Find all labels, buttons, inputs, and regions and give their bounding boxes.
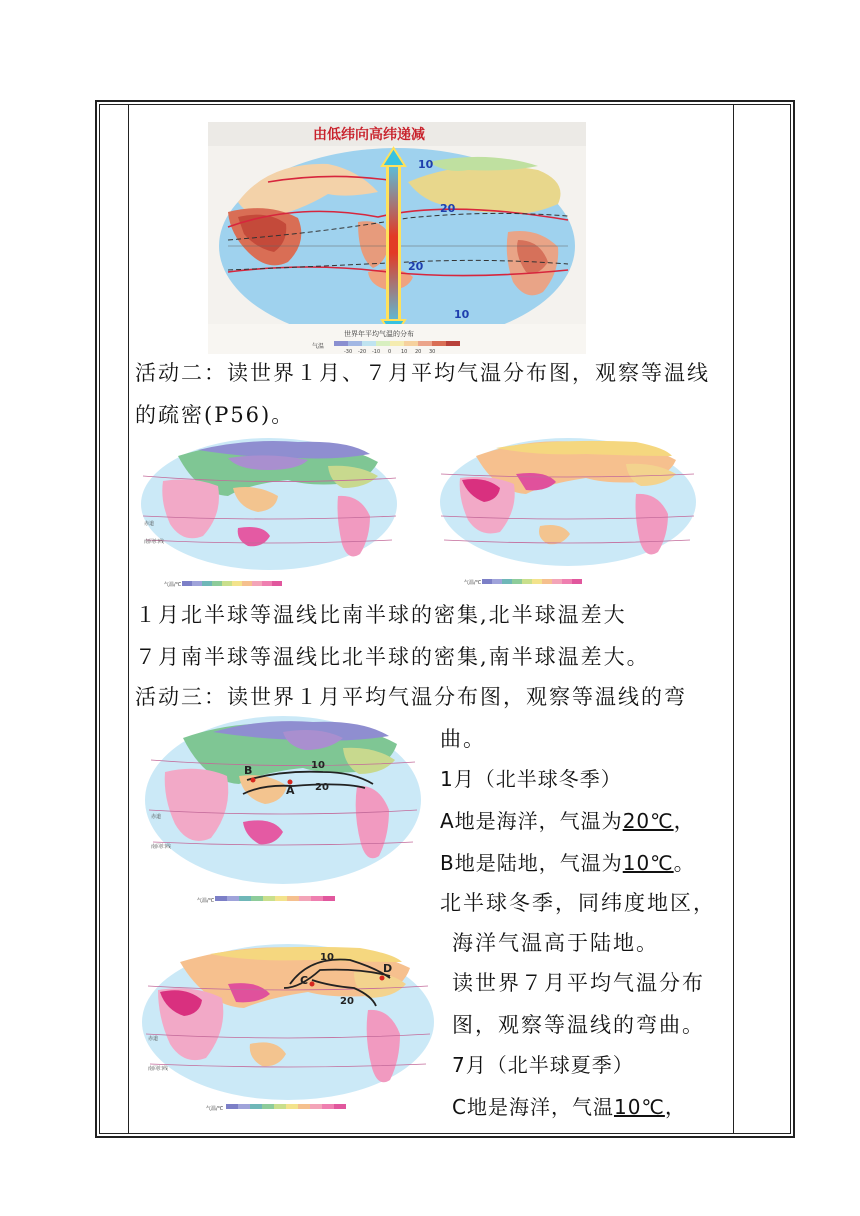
small-legend-swatches [226, 1104, 346, 1109]
conclusion-january: １月北半球等温线比南半球的密集,北半球温差大 [135, 603, 627, 627]
map-banner-title: 由低纬向高纬递减 [313, 127, 425, 143]
right-text-line1: 曲。 [440, 727, 486, 751]
table-column-divider-right [733, 104, 734, 1134]
legend-tick: 0 [388, 349, 392, 354]
svg-text:南回归线: 南回归线 [151, 844, 172, 850]
legend-tick: -30 [344, 349, 353, 354]
value-b-temperature: 10℃ [622, 851, 674, 875]
activity3-title: 活动三：读世界１月平均气温分布图，观察等温线的弯 [135, 685, 687, 709]
right-text-line5: 北半球冬季，同纬度地区， [440, 891, 716, 915]
right-text-line7: 读世界７月平均气温分布 [452, 971, 705, 995]
isotherm-10-label: 10 [320, 952, 334, 963]
activity2-line2: 的疏密(P56)。 [135, 403, 295, 427]
small-legend-swatches [482, 579, 582, 584]
isotherm-label: 10 [418, 158, 434, 171]
svg-text:赤道: 赤道 [148, 1036, 159, 1042]
july-isotherm-map [140, 940, 438, 1116]
right-text-line2: 1月（北半球冬季） [440, 767, 622, 791]
annual-legend-swatches [334, 341, 460, 346]
january-temperature-map [138, 436, 400, 598]
svg-text:南回归线: 南回归线 [144, 539, 165, 545]
right-text-line8: 图，观察等温线的弯曲。 [452, 1013, 705, 1037]
legend-tick: 20 [415, 349, 422, 354]
annual-temperature-map [208, 122, 586, 354]
isotherm-label: 20 [408, 260, 424, 273]
legend-tick: -20 [358, 349, 367, 354]
isotherm-label: 20 [440, 202, 456, 215]
right-text-line10: C地是海洋，气温10℃， [452, 1095, 688, 1119]
right-text-line3: A地是海洋，气温为20℃， [440, 809, 697, 833]
activity2-line1: 活动二：读世界１月、７月平均气温分布图，观察等温线 [135, 361, 710, 385]
label-d: D [383, 962, 393, 975]
small-legend-unit: 气温/℃ [464, 580, 482, 586]
label-a: A [286, 784, 295, 797]
map-caption: 世界年平均气温的分布 [344, 330, 414, 338]
right-text-line6: 海洋气温高于陆地。 [452, 931, 659, 955]
label-c: C [300, 974, 309, 987]
small-legend-swatches [182, 581, 282, 586]
table-column-divider-left [128, 104, 129, 1134]
conclusion-july: ７月南半球等温线比北半球的密集,南半球温差大。 [135, 645, 650, 669]
january-isotherm-map [143, 714, 423, 908]
right-text-line9: 7月（北半球夏季） [452, 1053, 634, 1077]
value-a-temperature: 20℃ [622, 809, 674, 833]
isotherm-20-label: 20 [340, 996, 354, 1007]
legend-tick: 10 [401, 349, 408, 354]
july-temperature-map [436, 434, 700, 596]
isotherm-20-label: 20 [315, 782, 329, 793]
svg-text:南回归线: 南回归线 [148, 1066, 169, 1072]
isotherm-label: 10 [454, 308, 470, 321]
label-b: B [244, 764, 253, 777]
svg-text:赤道: 赤道 [151, 814, 162, 820]
small-legend-unit: 气温/℃ [206, 1106, 224, 1112]
value-c-temperature: 10℃ [613, 1095, 665, 1119]
right-text-line4: B地是陆地，气温为10℃。 [440, 851, 697, 875]
legend-unit: 气温 [312, 343, 325, 350]
legend-tick: 30 [429, 349, 436, 354]
svg-text:赤道: 赤道 [144, 521, 155, 527]
small-legend-unit: 气温/℃ [164, 582, 182, 588]
legend-tick: -10 [372, 349, 381, 354]
small-legend-unit: 气温/℃ [197, 898, 215, 904]
isotherm-10-label: 10 [311, 760, 325, 771]
small-legend-swatches [215, 896, 335, 901]
